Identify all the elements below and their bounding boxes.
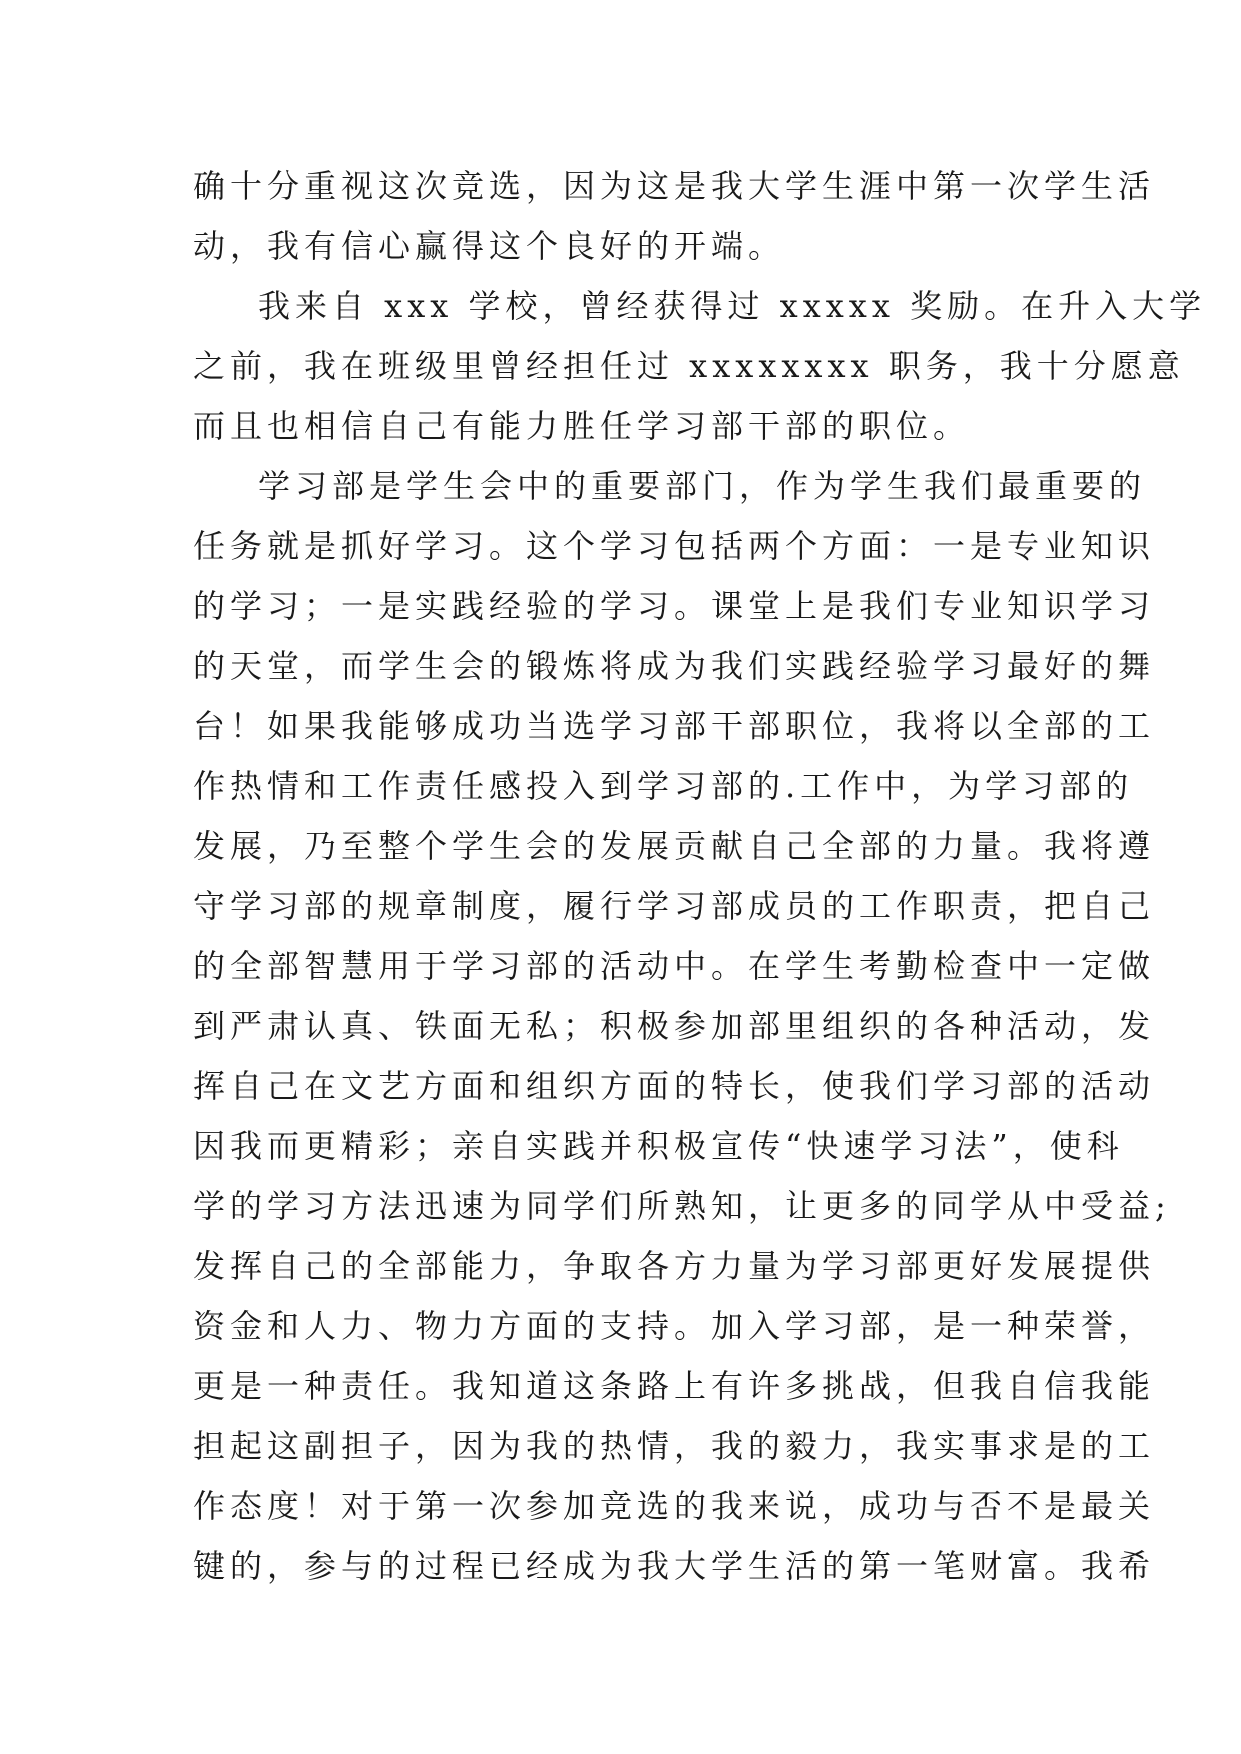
text-line: 资金和人力、物力方面的支持。加入学习部，是一种荣誉， (193, 1307, 1156, 1345)
text-line: 我来自 xxx 学校，曾经获得过 xxxxx 奖励。在升入大学 (258, 287, 1207, 325)
text-line: 发挥自己的全部能力，争取各方力量为学习部更好发展提供 (193, 1247, 1156, 1285)
text-line: 的学习；一是实践经验的学习。课堂上是我们专业知识学习 (193, 587, 1156, 625)
text-line: 的全部智慧用于学习部的活动中。在学生考勤检查中一定做 (193, 947, 1156, 985)
text-line: 作热情和工作责任感投入到学习部的.工作中，为学习部的 (193, 767, 1134, 805)
text-line: 的天堂，而学生会的锻炼将成为我们实践经验学习最好的舞 (193, 647, 1156, 685)
text-line: 到严肃认真、铁面无私；积极参加部里组织的各种活动，发 (193, 1007, 1156, 1045)
text-line: 担起这副担子，因为我的热情，我的毅力，我实事求是的工 (193, 1427, 1156, 1465)
text-line: 而且也相信自己有能力胜任学习部干部的职位。 (193, 407, 971, 445)
text-line: 键的，参与的过程已经成为我大学生活的第一笔财富。我希 (193, 1547, 1156, 1585)
text-line: 动，我有信心赢得这个良好的开端。 (193, 227, 786, 265)
text-line: 作态度！对于第一次参加竞选的我来说，成功与否不是最关 (193, 1487, 1156, 1525)
document-body (193, 156, 1207, 1596)
text-line: 因我而更精彩；亲自实践并积极宣传“快速学习法”，使科 (193, 1127, 1124, 1165)
text-line: 更是一种责任。我知道这条路上有许多挑战，但我自信我能 (193, 1367, 1156, 1405)
text-line: 台！如果我能够成功当选学习部干部职位，我将以全部的工 (193, 707, 1156, 745)
text-line: 学习部是学生会中的重要部门，作为学生我们最重要的 (258, 467, 1147, 505)
text-line: 任务就是抓好学习。这个学习包括两个方面：一是专业知识 (193, 527, 1156, 565)
text-line: 学的学习方法迅速为同学们所熟知，让更多的同学从中受益; (193, 1187, 1171, 1225)
text-line: 确十分重视这次竞选，因为这是我大学生涯中第一次学生活 (193, 167, 1156, 205)
text-line: 守学习部的规章制度，履行学习部成员的工作职责，把自己 (193, 887, 1156, 925)
text-line: 发展，乃至整个学生会的发展贡献自己全部的力量。我将遵 (193, 827, 1156, 865)
text-line: 挥自己在文艺方面和组织方面的特长，使我们学习部的活动 (193, 1067, 1156, 1105)
text-line: 之前，我在班级里曾经担任过 xxxxxxxx 职务，我十分愿意 (193, 347, 1185, 385)
